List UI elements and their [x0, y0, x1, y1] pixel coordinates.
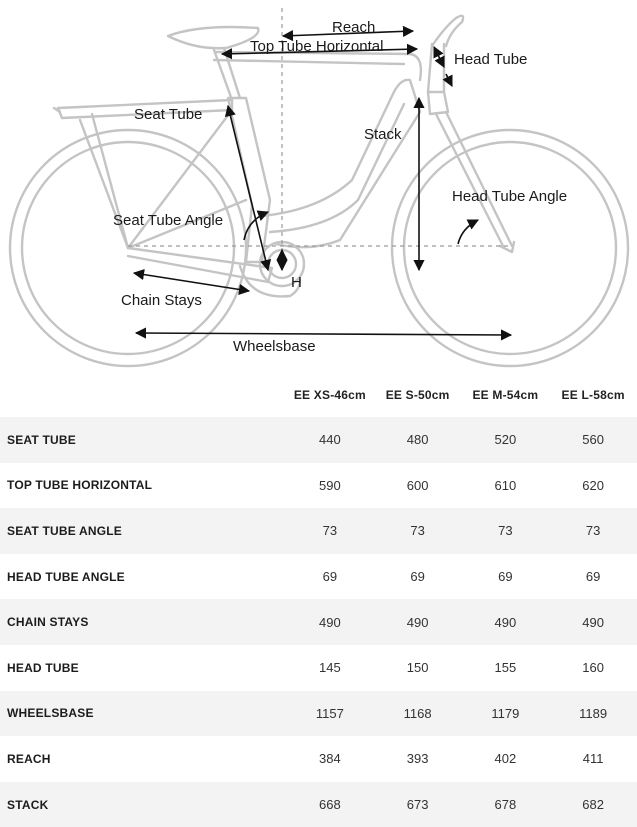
head-tube-arrow [434, 47, 444, 67]
table-row [0, 736, 637, 782]
table-cell: 490 [582, 614, 604, 630]
table-row [0, 417, 637, 463]
table-row [0, 691, 637, 737]
table-header-row [0, 372, 637, 417]
bike-geometry-diagram [0, 0, 637, 372]
table-cell: 673 [406, 797, 429, 813]
table-cell: 69 [410, 569, 425, 585]
head-tube-angle-arc [458, 220, 478, 244]
row-label: STACK [7, 797, 49, 812]
table-cell: 73 [585, 523, 601, 539]
table-cell: 150 [406, 660, 429, 676]
label-reach: Reach [332, 19, 376, 36]
header-size-l: EE L-58cm [561, 387, 625, 402]
table-cell: 411 [582, 751, 604, 767]
row-label: CHAIN STAYS [7, 615, 89, 630]
label-wheelsbase: Wheelsbase [233, 338, 316, 355]
wheelsbase-arrow [136, 333, 511, 335]
table-cell: 490 [406, 614, 429, 630]
label-head-tube: Head Tube [454, 51, 528, 68]
header-empty [0, 372, 286, 417]
table-cell: 160 [582, 660, 604, 676]
table-cell: 145 [319, 660, 341, 676]
row-label: HEAD TUBE ANGLE [7, 569, 125, 584]
table-cell: 69 [322, 569, 338, 585]
front-wheel [392, 130, 628, 366]
table-cell: 1189 [579, 705, 608, 721]
head-tube-arrow-lower [446, 74, 452, 86]
table-row [0, 599, 637, 645]
table-cell: 69 [585, 569, 601, 585]
row-label: HEAD TUBE [7, 660, 79, 675]
row-label: WHEELSBASE [7, 706, 94, 721]
header-size-m: EE M-54cm [472, 387, 539, 402]
label-chain-stays: Chain Stays [121, 292, 202, 309]
table-row [0, 463, 637, 509]
geometry-table [0, 372, 637, 827]
label-seat-tube: Seat Tube [134, 106, 203, 123]
table-cell: 155 [494, 660, 517, 676]
table-cell: 73 [322, 523, 338, 539]
row-label: TOP TUBE HORIZONTAL [7, 478, 153, 493]
table-cell: 69 [498, 569, 513, 585]
row-label: REACH [7, 751, 51, 766]
table-cell: 384 [319, 751, 341, 767]
table-cell: 678 [494, 797, 517, 813]
table-row [0, 782, 637, 827]
label-top-tube-horizontal: Top Tube Horizontal [250, 38, 384, 55]
table-cell: 560 [582, 432, 604, 448]
table-row [0, 508, 637, 554]
table-cell: 1168 [403, 705, 432, 721]
table-cell: 440 [319, 432, 341, 448]
label-bb-height: H [291, 274, 302, 291]
header-size-s: EE S-50cm [385, 387, 450, 402]
table-cell: 600 [406, 477, 429, 493]
bike-frame [54, 16, 514, 297]
bike-geometry-svg [0, 0, 637, 372]
table-cell: 73 [498, 523, 513, 539]
table-cell: 73 [410, 523, 425, 539]
table-cell: 490 [494, 614, 517, 630]
table-cell: 590 [319, 477, 341, 493]
label-seat-tube-angle: Seat Tube Angle [113, 212, 224, 229]
table-row [0, 554, 637, 600]
table-cell: 620 [582, 477, 604, 493]
header-size-xs: EE XS-46cm [293, 387, 366, 402]
table-cell: 668 [319, 797, 341, 813]
table-cell: 402 [494, 751, 517, 767]
table-cell: 1179 [491, 705, 520, 721]
table-cell: 682 [582, 797, 604, 813]
table-cell: 393 [406, 751, 429, 767]
table-cell: 490 [319, 614, 341, 630]
label-stack: Stack [364, 126, 402, 143]
row-label: SEAT TUBE ANGLE [7, 523, 123, 538]
table-cell: 1157 [315, 705, 344, 721]
table-cell: 480 [406, 432, 429, 448]
row-label: SEAT TUBE [7, 432, 76, 447]
table-cell: 520 [494, 432, 517, 448]
label-head-tube-angle: Head Tube Angle [452, 188, 568, 205]
table-cell: 610 [494, 477, 517, 493]
table-row [0, 645, 637, 691]
